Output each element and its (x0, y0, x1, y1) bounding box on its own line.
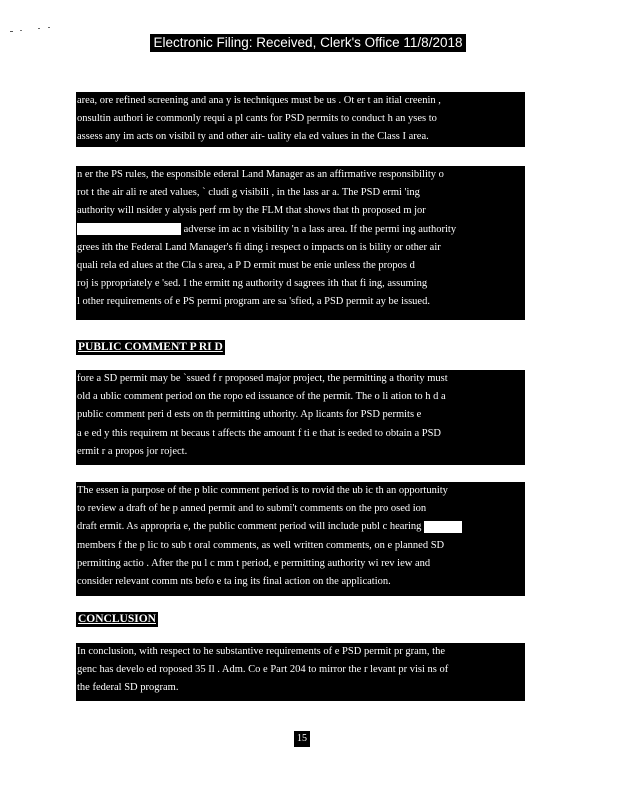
paragraph-line: n er the PS rules, the esponsible ederal Land Manager as an affirmative responsibility o (77, 169, 444, 180)
scan-speck-marks (8, 26, 68, 36)
paragraph-line-text: to review a draft of he p anned permit and to submi't comments on the pro osed ion (77, 503, 427, 515)
section-heading: PUBLIC COMMENT P RI D (78, 341, 223, 353)
page-number: 15 (294, 731, 310, 747)
paragraph-line: public comment peri d ests on th permitting uthority. Ap licants for PSD permits e (77, 409, 422, 421)
filing-stamp-header: Electronic Filing: Received, Clerk's Office 11/8/2018 (150, 34, 466, 52)
paragraph-line: genc has develo ed roposed 35 Il . Adm. Co e Part 204 to mirror the r levant pr visi ns of (77, 664, 449, 676)
paragraph-line: quali rela ed alues at the Cla s area, a P D ermit must be enie unless the propos d (77, 260, 415, 272)
paragraph-line (77, 221, 524, 239)
paragraph-line: the federal SD program. (77, 682, 179, 694)
paragraph-line: l other requirements of e PS permi program are sa 'sfied, a PSD permit ay be issued. (77, 296, 430, 308)
paragraph-line: fore a SD permit may be `ssued f r proposed major project, the permitting a thority must (77, 373, 448, 384)
section-heading: CONCLUSION (78, 613, 156, 625)
paragraph-line: The essen ia purpose of the p blic comment period is to rovid the ub ic th an opportunity (77, 485, 448, 496)
paragraph-block (76, 370, 525, 465)
paragraph-line: rot t the air ali re ated values, ` cludi g visibili , in the lass ar a. The PSD ermi 'ing (77, 187, 420, 199)
paragraph-line: assess any im acts on visibil ty and other air- uality ela ed values in the Class I area. (77, 131, 429, 143)
redaction-mark (77, 223, 181, 235)
paragraph-line-text: adverse im ac n visibility 'n a lass area. If the permi ing authority (183, 223, 457, 235)
redaction-mark (424, 521, 462, 533)
paragraph-line-text: draft ermit. As appropria e, the public comment period will include publ c hearing (77, 521, 422, 533)
paragraph-block (76, 166, 525, 320)
paragraph-line: consider relevant comm nts befo e ta ing its final action on the application. (77, 576, 391, 588)
paragraph-line: In conclusion, with respect to he substantive requirements of e PSD permit pr gram, the (77, 646, 445, 657)
paragraph-block (76, 482, 525, 596)
paragraph-line: a e ed y this requirem nt becaus t affects the amount f ti e that is eeded to obtain a PSD (77, 427, 441, 439)
paragraph-line: grees ith the Federal Land Manager's fi ding i respect o impacts on is bility or other air (77, 241, 441, 253)
paragraph-line (77, 518, 524, 536)
paragraph-block (76, 92, 525, 147)
paragraph-line: authority will nsider y alysis perf rm by the FLM that shows that th proposed m jor (77, 205, 426, 217)
paragraph-line: area, ore refined screening and ana y is techniques must be us . Ot er t an itial creenin , (77, 95, 441, 106)
paragraph-line: ermit r a propos jor roject. (77, 445, 188, 457)
paragraph-line: onsultin authori ie commonly requi a pl cants for PSD permits to conduct h an yses to (77, 113, 437, 125)
paragraph-block (76, 643, 525, 701)
paragraph-line: members f the p lic to sub t oral comments, as well written comments, on e planned SD (77, 539, 445, 551)
paragraph-line (77, 500, 524, 518)
paragraph-line: old a ublic comment period on the ropo ed issuance of the permit. The o li ation to h d a (77, 391, 446, 403)
paragraph-line: permitting actio . After the pu l c mm t period, e permitting authority wi rev iew and (77, 557, 431, 569)
paragraph-line: roj is ppropriately e 'sed. I the ermitt ng authority d sagrees ith that fi ing, assuming (77, 278, 428, 290)
